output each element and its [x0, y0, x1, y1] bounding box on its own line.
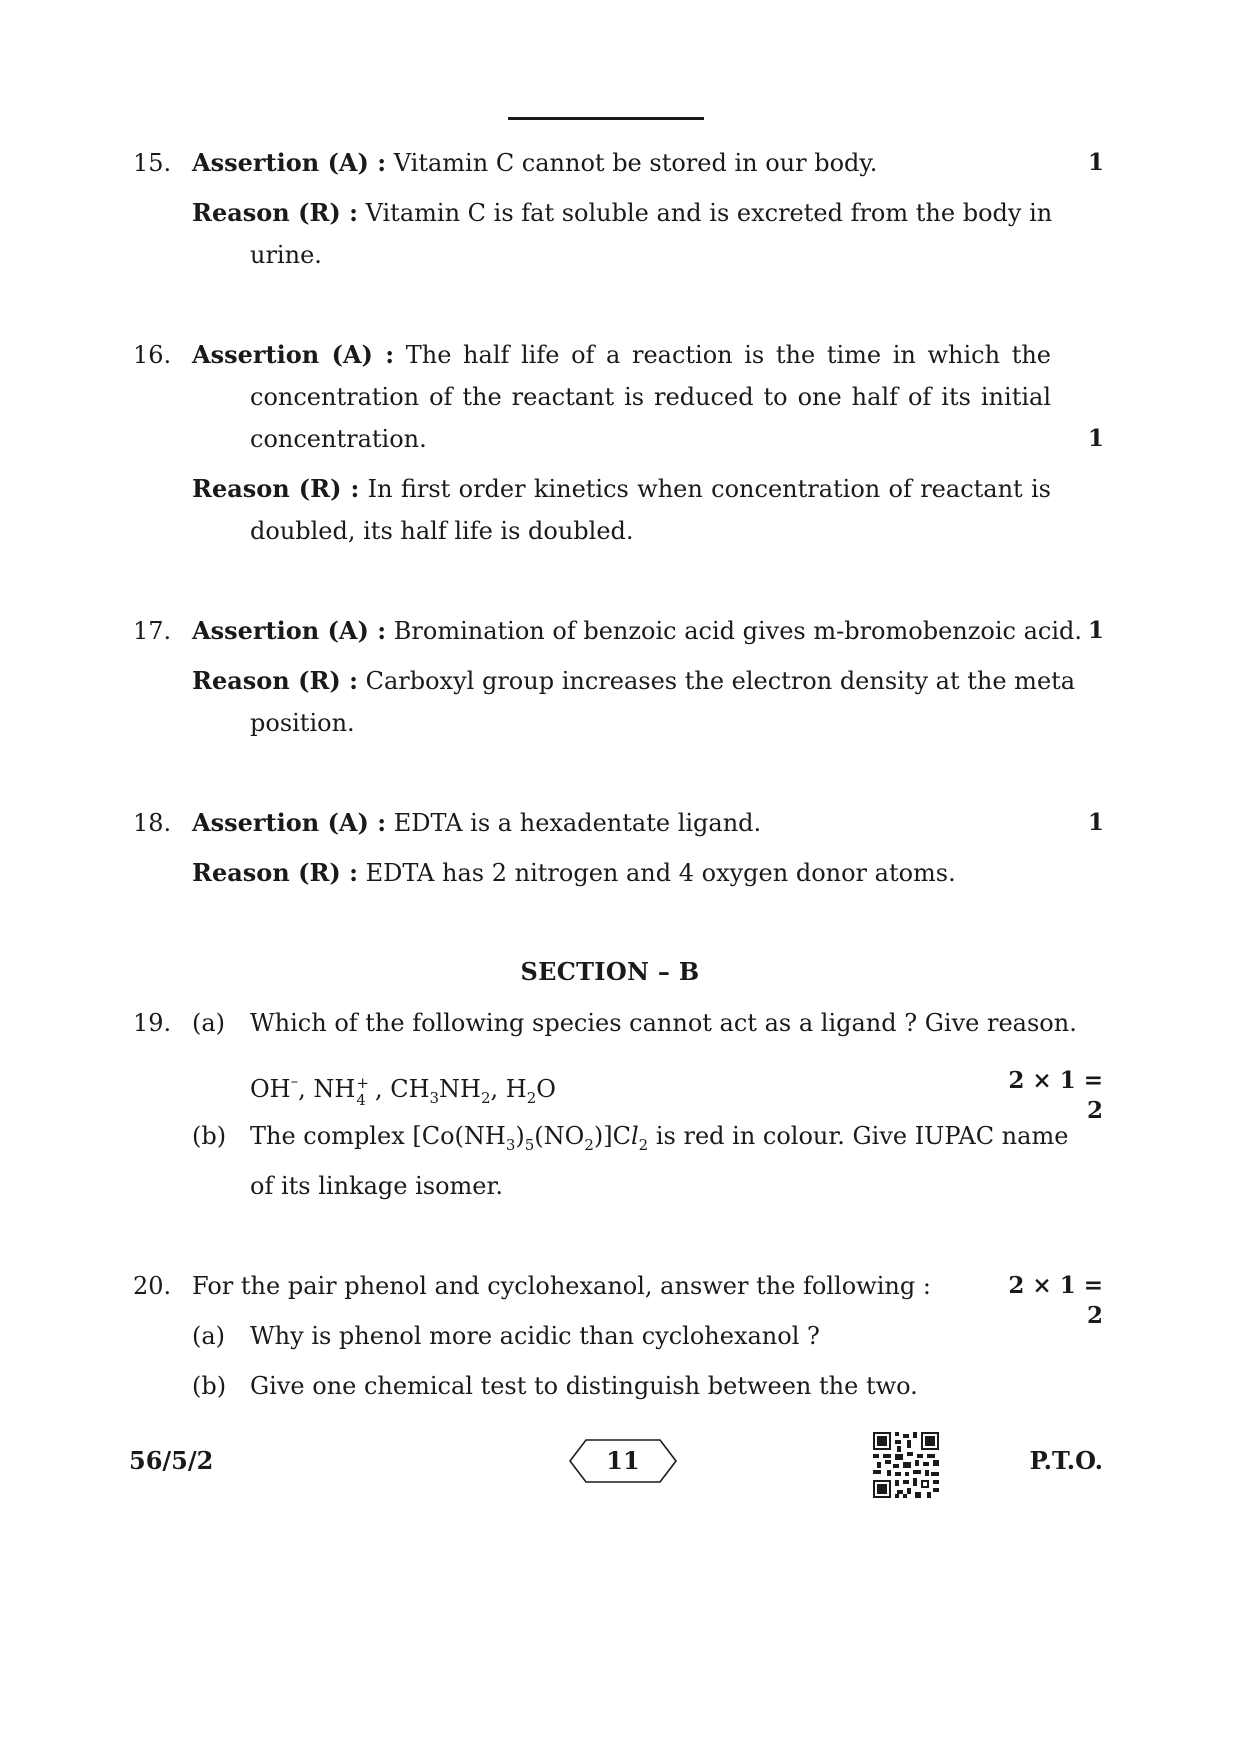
separator: , [298, 1075, 314, 1103]
q20-part-b-text: Give one chemical test to distinguish between the two. [250, 1372, 918, 1400]
assertion-text: EDTA is a hexadentate ligand. [386, 809, 762, 837]
nh4-formula: NH [313, 1075, 356, 1103]
q19-marks: 2 × 1 = 2 [1008, 1067, 1103, 1124]
q19-part-a-text: Which of the following species cannot act as a ligand ? Give reason. [250, 1009, 1077, 1037]
oh-formula: OH [250, 1075, 291, 1103]
q17-marks: 1 [1088, 617, 1105, 644]
question-number-16: 16. [133, 341, 172, 369]
reason-text: Carboxyl group increases the electron density at the meta [357, 667, 1076, 695]
q15-reason [192, 198, 1051, 228]
nh4-scripts [355, 1074, 369, 1109]
q17-reason [192, 666, 1076, 696]
reason-text: In first order kinetics when concentration of reactant is [359, 475, 1051, 503]
question-number-18: 18. [133, 809, 172, 837]
page-number-badge [568, 1438, 678, 1484]
reason-label: Reason (R) : [192, 666, 358, 695]
assertion-text: Bromination of benzoic acid gives m-bromobenzoic acid. [386, 617, 1082, 645]
question-number-17: 17. [133, 617, 172, 645]
q19-part-a-label: (a) [192, 1009, 226, 1037]
h2-subscript: 2 [526, 1089, 537, 1107]
q20-part-b-label: (b) [192, 1372, 227, 1400]
top-rule [508, 117, 704, 120]
ch3nh2-formula: CH [390, 1075, 430, 1103]
q15-assertion [192, 148, 877, 178]
assertion-label: Assertion (A) : [192, 808, 387, 837]
q16-assertion-cont-2: concentration. [250, 425, 427, 453]
q17-assertion [192, 616, 1082, 646]
assertion-label: Assertion (A) : [192, 616, 387, 645]
q16-assertion-cont-1: concentration of the reactant is reduced to one half of its initial [250, 383, 1051, 411]
q20-part-a-text: Why is phenol more acidic than cyclohexanol ? [250, 1322, 820, 1350]
q16-reason-cont: doubled, its half life is doubled. [250, 517, 634, 545]
q18-marks: 1 [1088, 809, 1105, 836]
reason-label: Reason (R) : [192, 474, 360, 503]
q18-reason [192, 858, 956, 888]
nh2-subscript: 2 [480, 1089, 491, 1107]
reason-label: Reason (R) : [192, 198, 358, 227]
reason-text: EDTA has 2 nitrogen and 4 oxygen donor atoms. [357, 859, 956, 887]
qr-code-icon [873, 1432, 939, 1498]
assertion-text: Vitamin C cannot be stored in our body. [386, 149, 878, 177]
q19-part-b-label: (b) [192, 1122, 227, 1150]
q19-species-list [250, 1066, 556, 1113]
q19-part-b-cont: of its linkage isomer. [250, 1172, 503, 1200]
assertion-label: Assertion (A) : [192, 340, 395, 369]
oh-charge: – [290, 1072, 299, 1090]
q15-marks: 1 [1088, 149, 1105, 176]
q18-assertion [192, 808, 761, 838]
paper-code: 56/5/2 [129, 1446, 214, 1475]
question-number-20: 20. [133, 1272, 172, 1300]
page-number: 11 [606, 1446, 640, 1475]
h2o-oxygen: O [536, 1075, 556, 1103]
pto-label: P.T.O. [1029, 1446, 1103, 1475]
nh2-formula: NH [439, 1075, 481, 1103]
q16-reason [192, 474, 1051, 504]
separator: , [490, 1075, 506, 1103]
nh4-subscript: 4 [356, 1091, 366, 1109]
question-number-19: 19. [133, 1009, 172, 1037]
q20-marks: 2 × 1 = 2 [1008, 1272, 1103, 1329]
question-number-15: 15. [133, 149, 172, 177]
q16-marks: 1 [1088, 425, 1105, 452]
q20-part-a-label: (a) [192, 1322, 226, 1350]
assertion-label: Assertion (A) : [192, 148, 387, 177]
nh4-charge: + [356, 1074, 369, 1092]
ch3-subscript: 3 [429, 1089, 440, 1107]
reason-label: Reason (R) : [192, 858, 358, 887]
q16-assertion [192, 340, 1051, 370]
q15-reason-cont: urine. [250, 241, 322, 269]
separator: , [367, 1075, 391, 1103]
h2o-formula: H [505, 1075, 527, 1103]
assertion-text: The half life of a reaction is the time in which the [394, 341, 1051, 369]
reason-text: Vitamin C is fat soluble and is excreted from the body in [357, 199, 1053, 227]
q17-reason-cont: position. [250, 709, 355, 737]
section-b-title: SECTION – B [520, 957, 700, 986]
q20-text: For the pair phenol and cyclohexanol, answer the following : [192, 1272, 931, 1300]
q19-part-b-text: The complex $[Co(NH_3)_5(NO_2)]Cl_2$ is red in colour. Give IUPAC name [250, 1122, 1069, 1154]
